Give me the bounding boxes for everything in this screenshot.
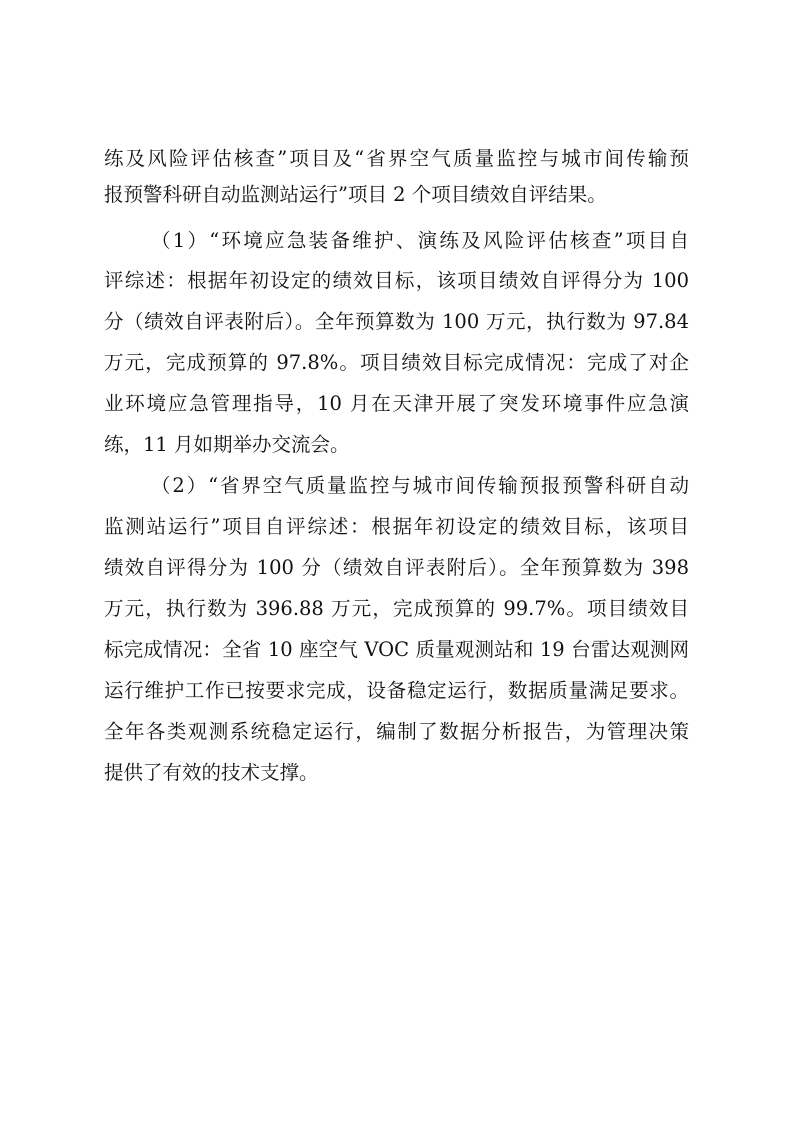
paragraph-line: 万元，完成预算的 97.8%。项目绩效目标完成情况：完成了对企 [104, 351, 689, 374]
paragraph-line: 练及风险评估核查”项目及“省界空气质量监控与城市间传输预 [104, 147, 689, 170]
paragraph-line: 绩效自评得分为 100 分（绩效自评表附后）。全年预算数为 398 [104, 556, 689, 579]
paragraph-line: （2）“省界空气质量监控与城市间传输预报预警科研自动 [151, 474, 689, 497]
paragraph-line: 报预警科研自动监测站运行”项目 2 个项目绩效自评结果。 [104, 183, 607, 206]
paragraph-line: 评综述：根据年初设定的绩效目标，该项目绩效自评得分为 100 [104, 269, 689, 292]
paragraph-line: 监测站运行”项目自评综述：根据年初设定的绩效目标，该项目 [104, 515, 689, 538]
paragraph-line: 分（绩效自评表附后）。全年预算数为 100 万元，执行数为 97.84 [104, 310, 689, 333]
paragraph-line: 万元，执行数为 396.88 万元，完成预算的 99.7%。项目绩效目 [104, 597, 689, 620]
paragraph-line: 标完成情况：全省 10 座空气 VOC 质量观测站和 19 台雷达观测网 [104, 638, 689, 661]
paragraph-line: 运行维护工作已按要求完成，设备稳定运行，数据质量满足要求。 [104, 679, 689, 702]
paragraph-line: 业环境应急管理指导，10 月在天津开展了突发环境事件应急演 [104, 392, 689, 415]
paragraph-line: 提供了有效的技术支撑。 [104, 761, 319, 784]
paragraph-line: 练，11 月如期举办交流会。 [104, 433, 350, 456]
paragraph-line: （1）“环境应急装备维护、演练及风险评估核查”项目自 [151, 229, 689, 252]
paragraph-line: 全年各类观测系统稳定运行，编制了数据分析报告，为管理决策 [104, 720, 689, 743]
